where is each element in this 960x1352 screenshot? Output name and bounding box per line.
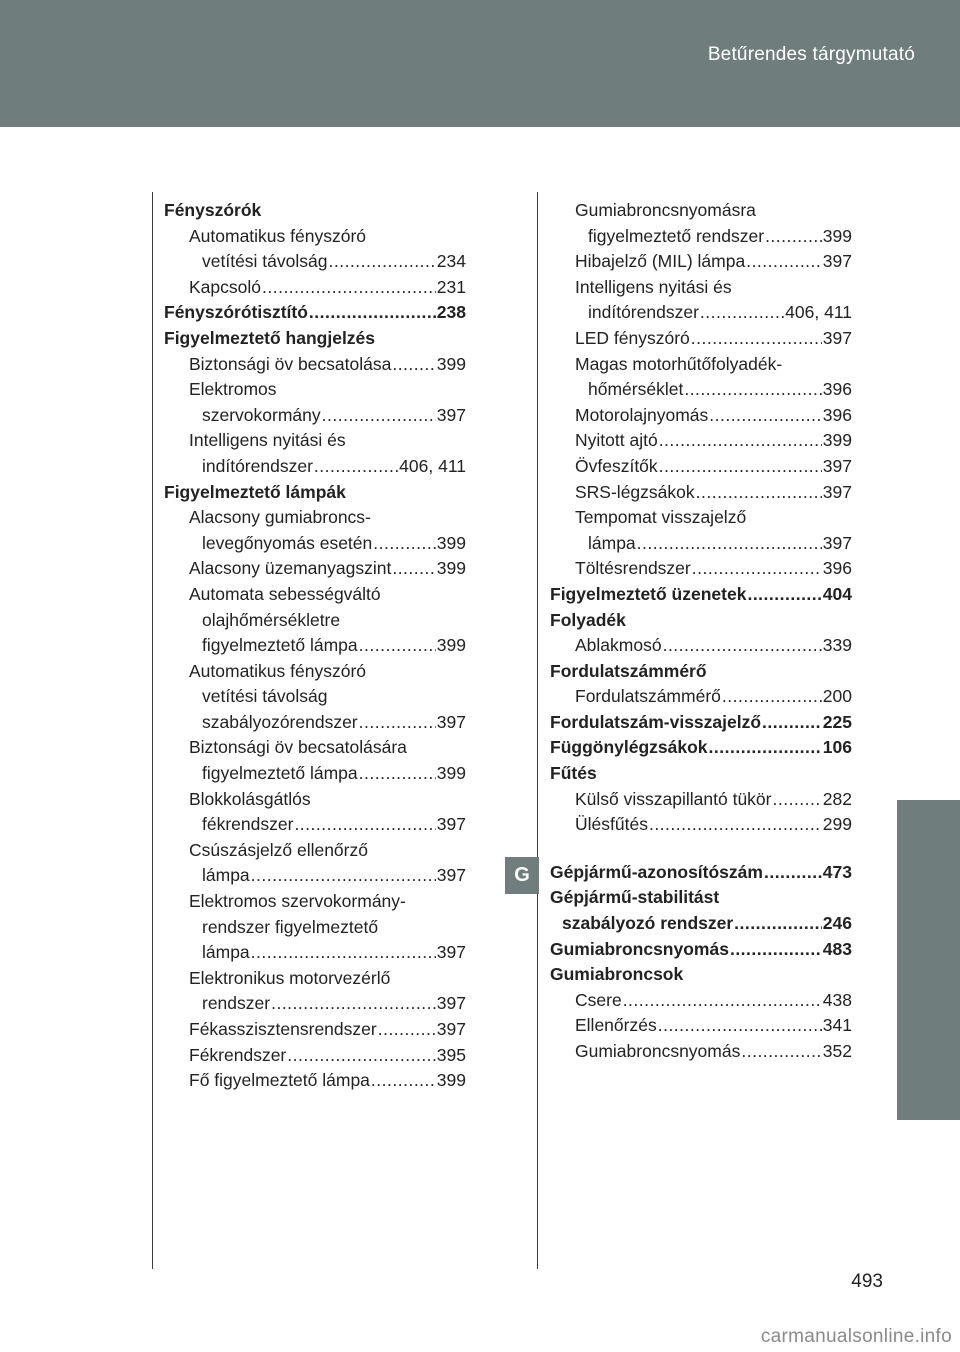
index-entry-label: szabályozórendszer xyxy=(202,711,358,732)
index-entry xyxy=(164,326,466,352)
index-entry-page: 397 xyxy=(436,711,466,732)
index-entry xyxy=(550,249,852,275)
dot-leader xyxy=(658,1013,822,1039)
index-entry-page: 397 xyxy=(822,481,852,502)
index-entry xyxy=(164,249,466,275)
index-entry-page: 396 xyxy=(822,379,852,400)
index-entry-page: 234 xyxy=(436,251,466,272)
dot-leader xyxy=(251,940,436,966)
index-entry-label: Elektromos szervokormány- xyxy=(189,891,406,912)
index-entry xyxy=(164,275,466,301)
index-entry xyxy=(550,988,852,1014)
index-entry-label: Gumiabroncsnyomásra xyxy=(575,200,756,220)
dot-leader xyxy=(772,787,821,813)
index-entry-page: 339 xyxy=(822,635,852,656)
index-entry-label: Elektromos xyxy=(189,379,277,400)
index-entry-page: 399 xyxy=(822,430,852,451)
index-entry xyxy=(164,915,466,941)
index-entry-page: 397 xyxy=(822,251,852,272)
dot-leader xyxy=(328,249,435,275)
index-entry-label: lámpa xyxy=(202,865,250,886)
index-entry-label: Gépjármű-stabilitást xyxy=(550,887,720,908)
index-entry xyxy=(550,608,852,634)
index-entry-label: Fő figyelmeztető lámpa xyxy=(189,1070,370,1091)
left-column-divider xyxy=(152,192,153,1269)
index-entry xyxy=(164,352,466,378)
index-entry-page: 399 xyxy=(436,763,466,784)
dot-leader xyxy=(691,326,822,352)
index-entry xyxy=(164,403,466,429)
dot-leader xyxy=(314,454,398,480)
index-entry-label: Fordulatszámmérő xyxy=(550,660,707,681)
index-entry-label: Intelligens nyitási és xyxy=(189,430,346,451)
index-entry-label: Ablakmosó xyxy=(575,635,662,656)
index-entry-label: rendszer figyelmeztető xyxy=(202,916,379,937)
index-entry-label: Biztonsági öv becsatolására xyxy=(189,737,407,758)
chapter-side-tab xyxy=(897,800,960,1120)
dot-leader xyxy=(309,300,436,326)
dot-leader xyxy=(294,812,435,838)
index-entry-label: lámpa xyxy=(588,532,636,553)
dot-leader xyxy=(764,860,822,886)
index-entry-label: szabályozó rendszer xyxy=(562,913,734,934)
index-entry-page: 395 xyxy=(436,1044,466,1065)
index-entry xyxy=(164,991,466,1017)
index-entry-label: lámpa xyxy=(202,942,250,963)
index-entry-label: hőmérséklet xyxy=(588,379,684,400)
index-entry-label: Kapcsoló xyxy=(189,276,261,297)
dot-leader xyxy=(371,1068,436,1094)
page-number: 493 xyxy=(851,1271,883,1292)
index-entry-page: 399 xyxy=(436,1070,466,1091)
index-entry xyxy=(550,198,852,224)
index-entry-label: Gumiabroncsnyomás xyxy=(550,938,729,959)
index-entry-page: 397 xyxy=(436,814,466,835)
index-entry xyxy=(550,454,852,480)
index-entry-page: 406, 411 xyxy=(399,455,466,476)
index-entry xyxy=(164,531,466,557)
index-entry-label: Fűtés xyxy=(550,763,597,784)
index-entry xyxy=(550,885,852,911)
index-entry xyxy=(164,812,466,838)
index-entry-label: indítórendszer xyxy=(202,455,313,476)
index-entry xyxy=(164,889,466,915)
index-entry-label: Automatikus fényszóró xyxy=(189,225,367,246)
index-entry-label: Függönylégzsákok xyxy=(550,737,708,758)
index-entry-page: 396 xyxy=(822,558,852,579)
index-entry-page: 352 xyxy=(822,1041,852,1061)
index-entry xyxy=(550,275,852,301)
index-entry-page: 399 xyxy=(436,558,466,579)
index-entry-label: Fékrendszer xyxy=(189,1044,287,1065)
index-entry-label: Külső visszapillantó tükör xyxy=(575,788,772,809)
index-entry-page: 341 xyxy=(822,1015,852,1036)
index-entry xyxy=(550,1013,852,1039)
index-entry-label: rendszer xyxy=(202,993,271,1014)
dot-leader xyxy=(709,403,822,429)
dot-leader xyxy=(722,684,822,710)
index-entry-label: Ülésfűtés xyxy=(575,814,648,835)
index-entry xyxy=(164,761,466,787)
dot-leader xyxy=(322,403,436,429)
index-entry-page: 231 xyxy=(436,276,466,297)
index-entry xyxy=(164,1068,466,1094)
section-letter-tab: G xyxy=(505,857,539,894)
dot-leader xyxy=(762,710,822,736)
index-entry-label: Motorolajnyomás xyxy=(575,404,709,425)
index-entry-label: Övfeszítők xyxy=(575,455,658,476)
index-entry-label: levegőnyomás esetén xyxy=(202,532,373,553)
dot-leader xyxy=(684,377,821,403)
dot-leader xyxy=(378,1017,436,1043)
index-entry xyxy=(550,1039,852,1065)
index-entry-label: olajhőmérsékletre xyxy=(202,609,341,630)
index-entry xyxy=(164,940,466,966)
index-entry-page: 473 xyxy=(822,861,852,882)
index-entry-label: indítórendszer xyxy=(588,302,699,323)
dot-leader xyxy=(659,454,822,480)
index-entry xyxy=(164,582,466,608)
index-entry-page: 397 xyxy=(436,404,466,425)
index-entry xyxy=(550,300,852,326)
index-entry-label: Alacsony üzemanyagszint xyxy=(189,558,392,579)
index-entry-label: fékrendszer xyxy=(202,814,294,835)
index-entry xyxy=(550,633,852,659)
index-entry xyxy=(164,787,466,813)
index-entry xyxy=(164,505,466,531)
index-entry-label: Csere xyxy=(575,989,622,1010)
dot-leader xyxy=(287,1043,436,1069)
dot-leader xyxy=(251,863,436,889)
index-entry-label: Töltésrendszer xyxy=(575,558,691,579)
index-entry xyxy=(164,659,466,685)
page-header xyxy=(0,0,960,127)
index-entry xyxy=(164,480,466,506)
dot-leader xyxy=(730,937,822,963)
index-entry-label: Csúszásjelző ellenőrző xyxy=(189,839,368,860)
index-entry-label: figyelmeztető lámpa xyxy=(202,763,358,784)
index-entry xyxy=(164,428,466,454)
index-entry-label: Figyelmeztető üzenetek xyxy=(550,583,747,604)
index-entry-label: Magas motorhűtőfolyadék- xyxy=(575,353,783,374)
index-entry xyxy=(550,761,852,787)
dot-leader xyxy=(359,710,436,736)
index-entry-label: vetítési távolság xyxy=(202,686,328,707)
index-entry-page: 397 xyxy=(436,1019,466,1039)
dot-leader xyxy=(623,988,822,1014)
index-entry xyxy=(164,608,466,634)
index-entry xyxy=(550,812,852,838)
index-entry xyxy=(550,735,852,761)
index-entry-page: 397 xyxy=(822,327,852,348)
index-entry xyxy=(164,454,466,480)
index-entry-label: Fékasszisztensrendszer xyxy=(189,1019,377,1039)
index-entry-label: Figyelmeztető lámpák xyxy=(164,481,346,502)
index-entry-page: 397 xyxy=(436,865,466,886)
index-entry-page: 483 xyxy=(822,938,852,959)
index-entry xyxy=(550,224,852,250)
index-entry-page: 404 xyxy=(822,583,852,604)
index-entry-page: 397 xyxy=(436,993,466,1014)
index-entry-label: Gumiabroncsnyomás xyxy=(575,1041,741,1061)
index-entry-page: 406, 411 xyxy=(785,302,852,323)
index-entry-label: szervokormány xyxy=(202,404,321,425)
index-entry-label: Blokkolásgátlós xyxy=(189,788,311,809)
dot-leader xyxy=(692,556,822,582)
index-entry-page: 200 xyxy=(822,686,852,707)
index-entry-label: Fényszórók xyxy=(164,200,262,220)
index-entry-label: Hibajelző (MIL) lámpa xyxy=(575,251,746,272)
index-entry-page: 399 xyxy=(436,353,466,374)
index-entry-label: Gumiabroncsok xyxy=(550,964,684,985)
index-entry-label: Figyelmeztető hangjelzés xyxy=(164,327,376,348)
index-entry xyxy=(164,966,466,992)
index-entry-page: 397 xyxy=(822,455,852,476)
dot-leader xyxy=(359,761,436,787)
index-entry-page: 246 xyxy=(822,913,852,934)
index-entry xyxy=(164,377,466,403)
index-entry xyxy=(164,735,466,761)
index-entry-page: 399 xyxy=(822,225,852,246)
dot-leader xyxy=(746,249,822,275)
index-entry-label: Tempomat visszajelző xyxy=(575,507,747,528)
header-title: Betűrendes tárgymutató xyxy=(707,44,915,65)
watermark: carmanualsonline.info xyxy=(760,1326,952,1347)
index-entry-page: 397 xyxy=(436,942,466,963)
middle-column-divider xyxy=(537,192,538,1269)
dot-leader xyxy=(696,480,822,506)
dot-leader xyxy=(741,1039,821,1065)
dot-leader xyxy=(649,812,822,838)
index-entry xyxy=(550,582,852,608)
index-entry xyxy=(550,352,852,378)
index-entry-label: Fordulatszám-visszajelző xyxy=(550,711,762,732)
index-entry-page: 399 xyxy=(436,635,466,656)
index-entry xyxy=(550,480,852,506)
index-entry xyxy=(550,962,852,988)
index-entry-page: 397 xyxy=(822,532,852,553)
index-entry xyxy=(550,326,852,352)
index-entry-page: 399 xyxy=(436,532,466,553)
index-entry-page: 299 xyxy=(822,814,852,835)
index-entry xyxy=(550,505,852,531)
dot-leader xyxy=(637,531,822,557)
dot-leader xyxy=(734,911,822,937)
dot-leader xyxy=(659,428,822,454)
index-entry-page: 438 xyxy=(822,989,852,1010)
dot-leader xyxy=(765,224,822,250)
index-entry xyxy=(164,1017,466,1043)
index-entry-label: Gépjármű-azonosítószám xyxy=(550,861,763,882)
index-entry xyxy=(550,911,852,937)
index-entry xyxy=(164,300,466,326)
index-entry xyxy=(550,531,852,557)
index-entry xyxy=(550,428,852,454)
dot-leader xyxy=(373,531,436,557)
index-entry xyxy=(164,556,466,582)
index-entry-label: Nyitott ajtó xyxy=(575,430,658,451)
index-column-left xyxy=(164,198,466,1094)
index-entry-label: Automata sebességváltó xyxy=(189,583,381,604)
index-entry xyxy=(164,710,466,736)
index-entry xyxy=(550,710,852,736)
index-entry-label: Biztonsági öv becsatolása xyxy=(189,353,392,374)
index-entry-label: Folyadék xyxy=(550,609,626,630)
index-entry xyxy=(550,403,852,429)
index-entry xyxy=(164,838,466,864)
dot-leader xyxy=(392,352,435,378)
dot-leader xyxy=(262,275,436,301)
dot-leader xyxy=(663,633,822,659)
index-entry-label: Automatikus fényszóró xyxy=(189,660,367,681)
dot-leader xyxy=(709,735,822,761)
index-entry xyxy=(550,860,852,886)
index-entry-label: Fényszórótisztító xyxy=(164,302,308,323)
index-entry xyxy=(164,684,466,710)
index-entry xyxy=(164,198,466,224)
dot-leader xyxy=(359,633,436,659)
dot-leader xyxy=(700,300,784,326)
index-entry xyxy=(550,377,852,403)
index-entry-label: Intelligens nyitási és xyxy=(575,276,732,297)
index-entry-page: 106 xyxy=(822,737,852,758)
index-entry xyxy=(164,224,466,250)
index-entry-label: Fordulatszámmérő xyxy=(575,686,721,707)
index-column-right xyxy=(550,198,852,1065)
index-entry-label: Ellenőrzés xyxy=(575,1015,657,1036)
index-entry-label: vetítési távolság xyxy=(202,251,328,272)
index-entry-label: figyelmeztető lámpa xyxy=(202,635,358,656)
index-entry xyxy=(550,659,852,685)
index-entry-label: figyelmeztető rendszer xyxy=(588,225,765,246)
index-entry xyxy=(550,937,852,963)
index-entry xyxy=(164,633,466,659)
index-entry xyxy=(164,1043,466,1069)
index-entry-page: 225 xyxy=(822,711,852,732)
index-entry-label: LED fényszóró xyxy=(575,327,690,348)
index-entry-label: SRS-légzsákok xyxy=(575,481,695,502)
index-entry-label: Elektronikus motorvezérlő xyxy=(189,967,391,988)
dot-leader xyxy=(392,556,435,582)
index-entry-page: 282 xyxy=(822,788,852,809)
index-entry xyxy=(550,556,852,582)
index-entry xyxy=(550,787,852,813)
dot-leader xyxy=(747,582,821,608)
index-entry-page: 238 xyxy=(436,302,466,323)
index-entry-page: 396 xyxy=(822,404,852,425)
index-entry xyxy=(164,863,466,889)
index-entry xyxy=(550,684,852,710)
dot-leader xyxy=(271,991,436,1017)
index-entry-label: Alacsony gumiabroncs- xyxy=(189,507,371,528)
